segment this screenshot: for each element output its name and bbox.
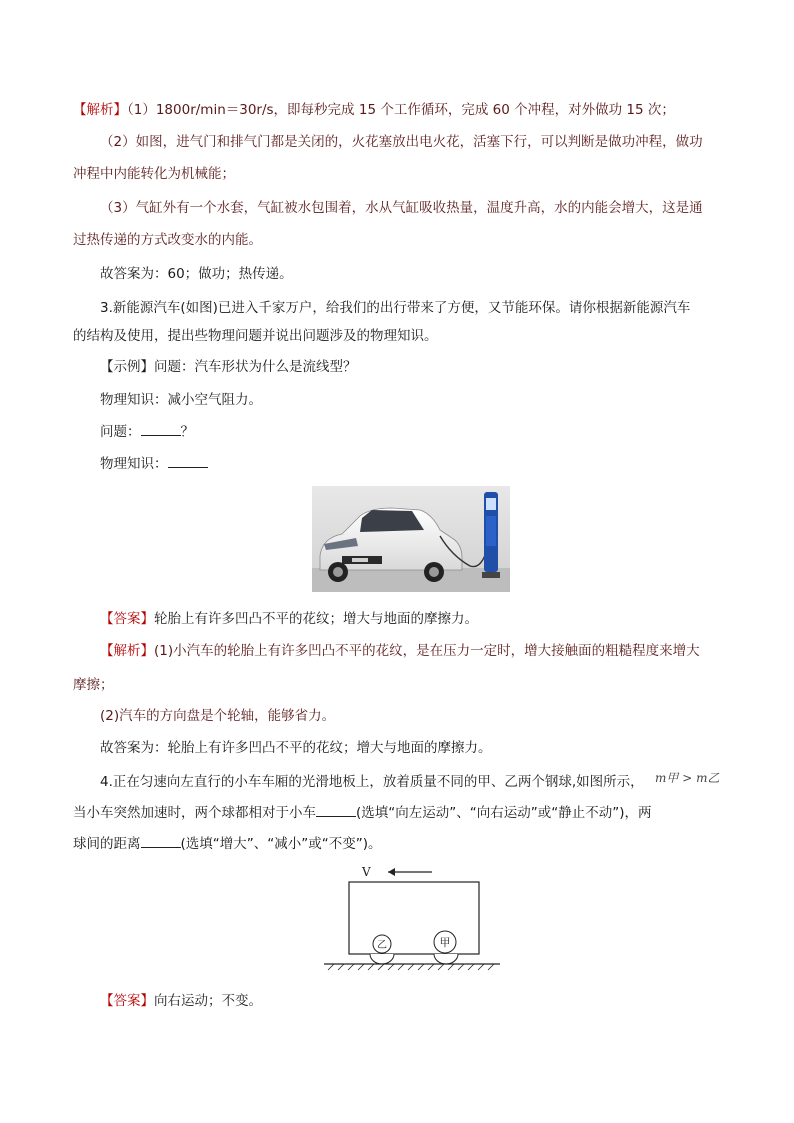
q2-analysis-line4: （3）气缸外有一个水套，气缸被水包围着，水从气缸吸收热量，温度升高，水的内能会增大，这是通 <box>100 200 703 216</box>
answer-blank[interactable] <box>316 804 356 817</box>
q4-stem-text: 球间的距离 <box>73 836 141 852</box>
q4-stem-text: 当小车突然加速时，两个球都相对于小车 <box>73 805 316 821</box>
wheel-left <box>370 954 394 964</box>
wheel-right <box>434 954 458 964</box>
q4-stem-line3 <box>73 834 382 854</box>
q4-stem-line2 <box>73 803 652 823</box>
q2-analysis-line3: 冲程中内能转化为机械能； <box>73 166 235 182</box>
q3-example-knowledge: 物理知识：减小空气阻力。 <box>100 392 262 408</box>
q3-final-answer: 故答案为：轮胎上有许多凹凸不平的花纹；增大与地面的摩擦力。 <box>100 740 492 756</box>
q2-answer: 故答案为：60；做功；热传递。 <box>100 266 293 282</box>
q4-stem-text: (选填“向左运动”、“向右运动”或“静止不动”)，两 <box>356 805 652 821</box>
q4-stem-text: (选填“增大”、“减小”或“不变”)。 <box>180 836 382 852</box>
arrow-head-icon <box>388 868 395 876</box>
q3-analysis-line3: (2)汽车的方向盘是个轮轴，能够省力。 <box>100 708 336 724</box>
q3-example-question <box>100 357 357 377</box>
example-tag: 【示例】 <box>100 359 154 375</box>
mass-relation: m甲 > m乙 <box>655 771 720 785</box>
q2-analysis-line2: （2）如图，进气门和排气门都是关闭的，火花塞放出电火花，活塞下行，可以判断是做功冲程，做功 <box>100 134 703 150</box>
q2-analysis-line1 <box>73 100 675 120</box>
q3-stem-line2: 的结构及使用，提出些物理问题并说出问题涉及的物理知识。 <box>73 328 438 344</box>
q3-analysis-line2: 摩擦； <box>73 677 114 693</box>
q3-ask-knowledge <box>100 454 208 474</box>
ball-jia-label: 甲 <box>439 936 451 949</box>
q4-stem-line1 <box>100 772 644 792</box>
answer-text: 向右运动；不变。 <box>154 993 262 1009</box>
q3-analysis-line1 <box>100 641 700 661</box>
answer-tag: 【答案】 <box>100 611 154 627</box>
answer-text: 轮胎上有许多凹凸不平的花纹；增大与地面的摩擦力。 <box>154 611 478 627</box>
cart-diagram <box>322 860 502 975</box>
velocity-label: V <box>362 865 371 879</box>
example-question-text: 问题：汽车形状为什么是流线型？ <box>154 359 357 375</box>
electric-car-charging-photo <box>312 486 510 592</box>
charging-station-icon <box>482 492 500 578</box>
analysis-text: (1)小汽车的轮胎上有许多凹凸不平的花纹，是在压力一定时，增大接触面的粗糙程度来增大 <box>154 643 700 659</box>
ask-knowledge-prefix: 物理知识： <box>100 456 168 472</box>
answer-tag: 【答案】 <box>100 993 154 1009</box>
q4-stem-text: 4.正在匀速向左直行的小车车厢的光滑地板上，放着质量不同的甲、乙两个钢球,如图所示， <box>100 774 644 790</box>
answer-blank[interactable] <box>168 455 208 468</box>
q3-ask-question <box>100 422 194 442</box>
ground-hatch <box>328 964 494 970</box>
q3-stem-line1: 3.新能源汽车(如图)已进入千家万户，给我们的出行带来了方便，又节能环保。请你根据新能源汽车 <box>100 300 691 316</box>
analysis-tag: 【解析】 <box>100 643 154 659</box>
analysis-tag: 【解析】 <box>73 102 127 118</box>
ask-question-suffix: ？ <box>180 424 194 440</box>
answer-blank[interactable] <box>141 835 181 848</box>
analysis-text: （1）1800r/min＝30r/s，即每秒完成 15 个工作循环，完成 60 个冲程，对外做功 15 次； <box>127 102 675 118</box>
q3-answer <box>100 609 478 629</box>
ball-yi-label: 乙 <box>377 940 387 951</box>
cart-box <box>349 882 479 954</box>
q4-answer <box>100 991 262 1011</box>
answer-blank[interactable] <box>141 423 181 436</box>
q2-analysis-line5: 过热传递的方式改变水的内能。 <box>73 232 262 248</box>
ask-question-prefix: 问题： <box>100 424 141 440</box>
